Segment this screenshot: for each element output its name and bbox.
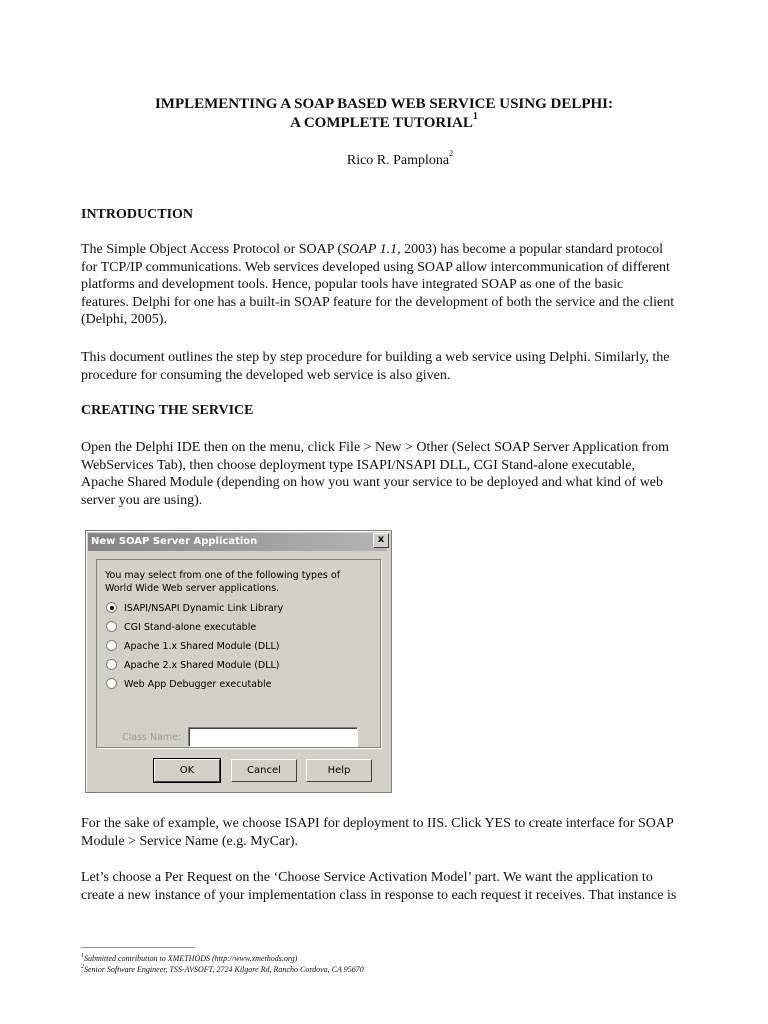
radio-icon[interactable] <box>106 621 117 632</box>
text-line: Open the Delphi IDE then on the menu, click File > New > Other (Select SOAP Server Application from <box>81 440 669 455</box>
document-title-line2-text: A COMPLETE TUTORIAL <box>290 115 473 131</box>
option-label: Apache 2.x Shared Module (DLL) <box>124 660 280 671</box>
text-line <box>81 241 726 259</box>
document-title-line1: IMPLEMENTING A SOAP BASED WEB SERVICE USING DELPHI: <box>154 96 614 112</box>
title-footnote-marker: 1 <box>472 111 478 122</box>
radio-apache-1x[interactable] <box>106 640 280 654</box>
text-span: The Simple Object Access Protocol or SOAP ( <box>81 242 343 257</box>
text-line: This document outlines the step by step procedure for building a web service using Delphi. Similarly, the <box>81 350 670 365</box>
text-line: For the sake of example, we choose ISAPI for deployment to IIS. Click YES to create interface for SOAP <box>81 816 674 831</box>
text-line: Apache Shared Module (depending on how you want your service to be deployed and what kind of web <box>81 475 664 491</box>
footnote-number: 2 <box>81 964 84 971</box>
class-name-input[interactable] <box>188 727 358 747</box>
dialog-description: You may select from one of the following types of World Wide Web server applications. <box>105 570 341 594</box>
radio-icon[interactable] <box>106 678 117 689</box>
help-button[interactable]: Help <box>306 759 372 782</box>
server-type-group <box>96 559 381 748</box>
ok-button[interactable]: OK <box>154 759 220 782</box>
text-line: for TCP/IP communications. Web services developed using SOAP allow intercommunication of different <box>81 259 670 275</box>
text-line: features. Delphi for one has a built-in SOAP feature for the development of both the service and the client <box>81 294 675 310</box>
text-line: (Delphi, 2005). <box>81 312 167 328</box>
option-label: ISAPI/NSAPI Dynamic Link Library <box>124 603 284 614</box>
class-name-label: Class Name: <box>122 732 182 743</box>
text-line: server you are using). <box>81 492 203 508</box>
document-title-line2 <box>0 111 768 132</box>
radio-icon[interactable] <box>106 659 117 670</box>
footnote-number: 1 <box>81 953 84 960</box>
dialog-title: New SOAP Server Application <box>91 536 258 547</box>
text-line: create a new instance of your implementation class in response to each request it receives. That instance is <box>81 887 677 903</box>
radio-web-app-debugger[interactable] <box>106 678 272 692</box>
section-heading-introduction: INTRODUCTION <box>81 207 194 222</box>
paragraph-intro-2 <box>81 349 726 384</box>
author-name: Rico R. Pamplona <box>346 153 450 168</box>
paragraph-create-2 <box>81 815 726 850</box>
option-label: Web App Debugger executable <box>124 679 272 690</box>
footnote-1 <box>81 954 297 963</box>
option-label: Apache 1.x Shared Module (DLL) <box>124 641 280 652</box>
footnote-text: Senior Software Engineer, TSS-AVSOFT, 2724 Kilgore Rd, Rancho Cordova, CA 95670 <box>84 965 364 974</box>
close-icon[interactable]: x <box>373 533 389 548</box>
author-footnote-marker: 2 <box>449 149 454 159</box>
radio-cgi[interactable] <box>106 621 256 635</box>
author-line <box>0 149 768 169</box>
text-line: WebServices Tab), then choose deployment type ISAPI/NSAPI DLL, CGI Stand-alone executable, <box>81 457 636 473</box>
text-line: procedure for consuming the developed web service is also given. <box>81 367 451 383</box>
text-line: platforms and development tools. Hence, popular tools have integrated SOAP as one of the basic <box>81 277 624 293</box>
footnote-2 <box>81 965 364 974</box>
footnote-separator <box>81 947 195 948</box>
text-line: Let’s choose a Per Request on the ‘Choose Service Activation Model’ part. We want the application to <box>81 870 653 885</box>
radio-selected-icon[interactable] <box>106 602 117 613</box>
text-span: , 2003) has become a popular standard protocol <box>397 242 664 257</box>
citation-italic: SOAP 1.1 <box>342 242 398 257</box>
radio-isapi-nsapi[interactable] <box>106 602 283 616</box>
text-line: Module > Service Name (e.g. MyCar). <box>81 833 299 849</box>
cancel-button[interactable]: Cancel <box>231 759 297 782</box>
footnote-text: Submitted contribution to XMETHODS (http://www.xmethods.org) <box>84 954 298 963</box>
radio-apache-2x[interactable] <box>106 659 280 673</box>
paragraph-create-1 <box>81 439 726 509</box>
radio-icon[interactable] <box>106 640 117 651</box>
option-label: CGI Stand-alone executable <box>124 622 257 633</box>
paragraph-intro-1 <box>81 241 726 329</box>
section-heading-creating-service: CREATING THE SERVICE <box>81 403 254 418</box>
new-soap-server-application-dialog <box>85 530 392 793</box>
paragraph-create-3 <box>81 869 726 904</box>
dialog-title-bar <box>88 533 387 551</box>
